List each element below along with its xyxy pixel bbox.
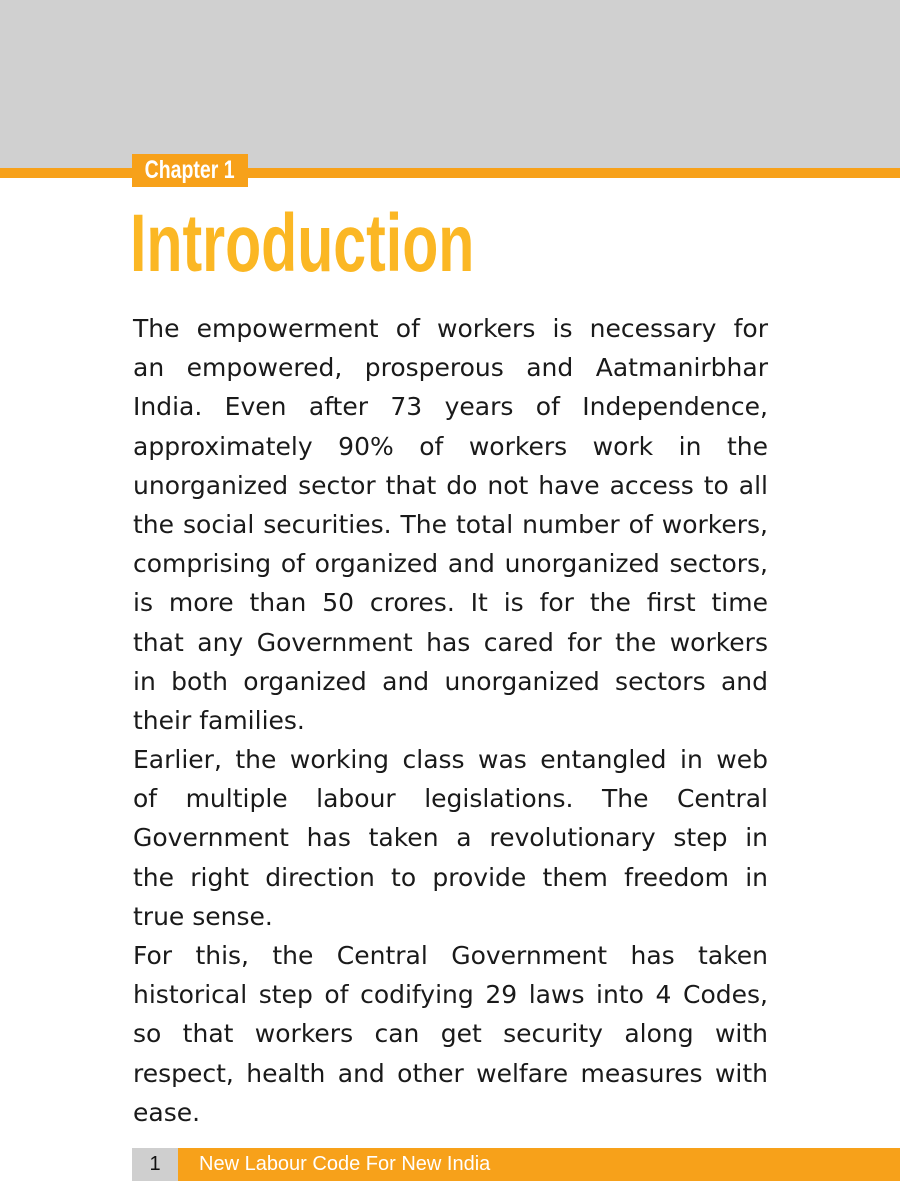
- text-line: an empowered, prosperous and Aatmanirbhar: [133, 353, 768, 383]
- text-line: comprising of organized and unorganized sectors,: [133, 549, 768, 579]
- footer-title: New Labour Code For New India: [178, 1148, 900, 1181]
- text-line: Government has taken a revolutionary step in: [133, 823, 768, 853]
- text-line: For this, the Central Government has taken: [133, 941, 768, 970]
- text-line: ease.: [133, 1097, 201, 1127]
- chapter-label: Chapter 1: [145, 156, 235, 184]
- text-line: so that workers can get security along with: [133, 1019, 768, 1049]
- text-line: India. Even after 73 years of Independence,: [133, 392, 768, 422]
- text-line: respect, health and other welfare measures with: [133, 1058, 768, 1088]
- chapter-tag: [132, 154, 248, 187]
- text-line: historical step of codifying 29 laws into 4 Codes,: [133, 980, 768, 1010]
- text-line: unorganized sector that do not have access to all: [133, 470, 768, 500]
- text-line: true sense.: [133, 901, 273, 931]
- text-line: the right direction to provide them freedom in: [133, 862, 768, 892]
- page-number: 1: [132, 1148, 178, 1181]
- text-line: in both organized and unorganized sectors and: [133, 666, 768, 696]
- text-line: the social securities. The total number of workers,: [133, 509, 768, 539]
- text-line: approximately 90% of workers work in the: [133, 431, 768, 461]
- header-band: [0, 0, 900, 170]
- text-line: that any Government has cared for the workers: [133, 627, 768, 657]
- text-line: of multiple labour legislations. The Central: [133, 784, 768, 814]
- text-line: Earlier, the working class was entangled in web: [133, 745, 768, 775]
- page-title: Introduction: [130, 198, 475, 289]
- text-line: The empowerment of workers is necessary for: [133, 314, 768, 343]
- body-text: [133, 309, 768, 1132]
- text-line: is more than 50 crores. It is for the first time: [133, 588, 768, 618]
- text-line: their families.: [133, 705, 305, 735]
